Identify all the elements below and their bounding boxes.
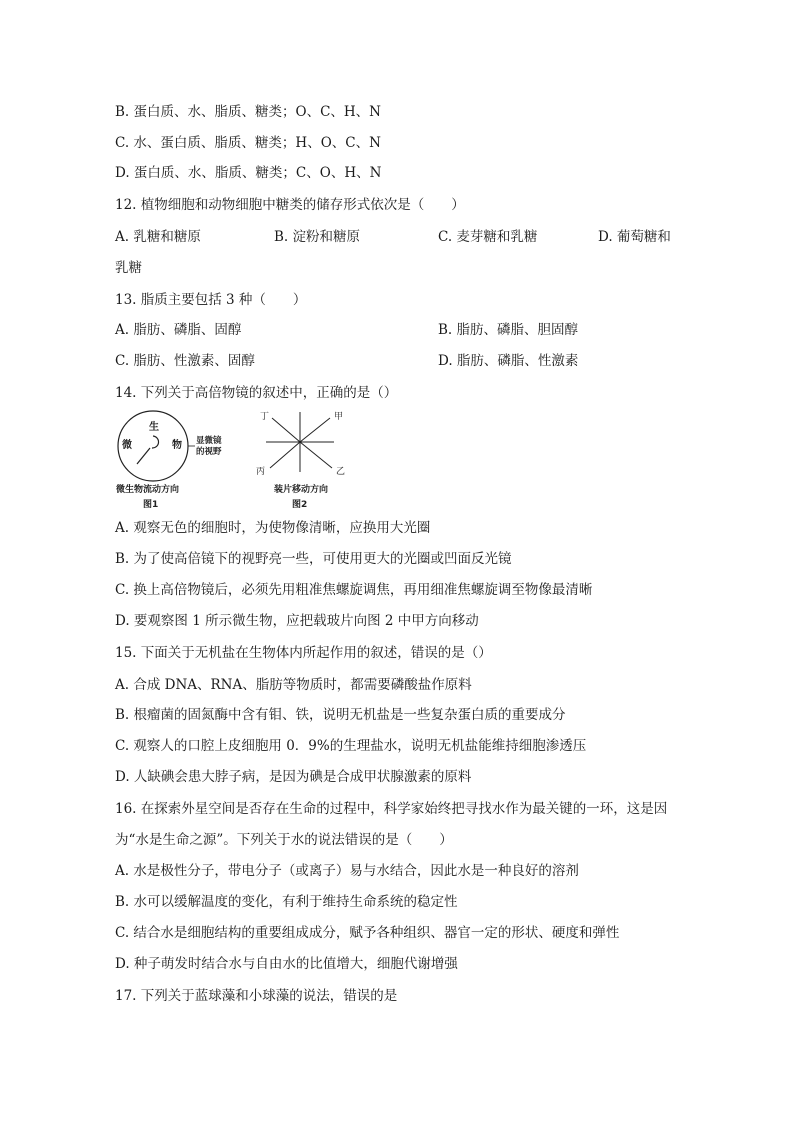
direction-yi-line: [300, 442, 332, 468]
q13-stem: 13. 脂质主要包括 3 种（ ）: [115, 292, 307, 308]
q13-option-c: C. 脂肪、性激素、固醇: [115, 353, 255, 369]
figure-2-slide-directions: [252, 408, 362, 513]
q12-option-b: B. 淀粉和糖原: [274, 229, 361, 245]
fig2-number: 图2: [292, 500, 308, 510]
fig1-char-top: 生: [149, 422, 159, 433]
q13-option-b: B. 脂肪、磷脂、胆固醇: [438, 322, 579, 338]
fig1-side-label-2: 的视野: [196, 447, 222, 457]
direction-bing-line: [270, 442, 300, 468]
microorganism-shape: [152, 436, 159, 448]
q11-option-d: D. 蛋白质、水、脂质、糖类；C、O、H、N: [115, 165, 382, 181]
q12-option-c: C. 麦芽糖和乳糖: [438, 229, 538, 245]
q12-option-d-continued: 乳糖: [115, 260, 142, 276]
q14-option-b: B. 为了使高倍镜下的视野亮一些，可使用更大的光圈或凹面反光镜: [115, 551, 512, 567]
fig1-side-label-1: 显微镜: [196, 436, 222, 446]
q16-option-a: A. 水是极性分子，带电分子（或离子）易与水结合，因此水是一种良好的溶剂: [115, 863, 579, 879]
q11-option-c: C. 水、蛋白质、脂质、糖类；H、O、C、N: [115, 135, 381, 151]
q12-option-d: D. 葡萄糖和: [598, 229, 671, 245]
q15-option-b: B. 根瘤菌的固氮酶中含有钼、铁，说明无机盐是一些复杂蛋白质的重要成分: [115, 707, 566, 723]
q16-stem-line-2: 为“水是生命之源”。下列关于水的说法错误的是（ ）: [115, 832, 453, 848]
q17-stem: 17. 下列关于蓝球藻和小球藻的说法，错误的是: [115, 988, 398, 1004]
q14-option-d: D. 要观察图 1 所示微生物，应把载玻片向图 2 中甲方向移动: [115, 613, 479, 629]
q15-option-d: D. 人缺碘会患大脖子病，是因为碘是合成甲状腺激素的原料: [115, 769, 472, 785]
fig1-caption: 微生物流动方向: [116, 485, 180, 495]
flow-direction-line: [137, 448, 150, 464]
fig2-label-bing: 丙: [256, 467, 266, 477]
fig1-char-right: 物: [172, 440, 182, 451]
q15-option-a: A. 合成 DNA、RNA、脂肪等物质时，都需要磷酸盐作原料: [115, 677, 472, 693]
fig1-char-left: 微: [122, 440, 132, 451]
fig1-number: 图1: [143, 500, 159, 510]
q11-option-b: B. 蛋白质、水、脂质、糖类；O、C、H、N: [115, 104, 381, 120]
q14-stem: 14. 下列关于高倍物镜的叙述中，正确的是（）: [115, 385, 398, 401]
q16-stem-line-1: 16. 在探索外星空间是否存在生命的过程中，科学家始终把寻找水作为最关键的一环，这是因: [115, 801, 668, 817]
fig2-caption: 装片移动方向: [274, 485, 329, 495]
q13-option-d: D. 脂肪、磷脂、性激素: [438, 353, 579, 369]
q13-option-a: A. 脂肪、磷脂、固醇: [115, 322, 242, 338]
q12-option-a: A. 乳糖和糖原: [115, 229, 201, 245]
fig2-label-ding: 丁: [260, 412, 270, 422]
q16-option-b: B. 水可以缓解温度的变化，有利于维持生命系统的稳定性: [115, 894, 458, 910]
q12-stem: 12. 植物细胞和动物细胞中糖类的储存形式依次是（ ）: [115, 197, 465, 213]
fig2-label-yi: 乙: [336, 467, 346, 477]
q16-option-d: D. 种子萌发时结合水与自由水的比值增大，细胞代谢增强: [115, 956, 458, 972]
q14-option-a: A. 观察无色的细胞时，为使物像清晰，应换用大光圈: [115, 520, 431, 536]
figure-1-microscope-field: [113, 408, 223, 513]
q15-option-c: C. 观察人的口腔上皮细胞用 0．9%的生理盐水，说明无机盐能维持细胞渗透压: [115, 738, 587, 754]
fig2-label-jia: 甲: [334, 412, 344, 422]
q14-option-c: C. 换上高倍物镜后，必须先用粗准焦螺旋调焦，再用细准焦螺旋调至物像最清晰: [115, 582, 593, 598]
q15-stem: 15. 下面关于无机盐在生物体内所起作用的叙述，错误的是（）: [115, 645, 492, 661]
q16-option-c: C. 结合水是细胞结构的重要组成成分，赋予各种组织、器官一定的形状、硬度和弹性: [115, 925, 620, 941]
direction-ding-line: [272, 418, 300, 442]
direction-jia-line: [300, 418, 330, 442]
